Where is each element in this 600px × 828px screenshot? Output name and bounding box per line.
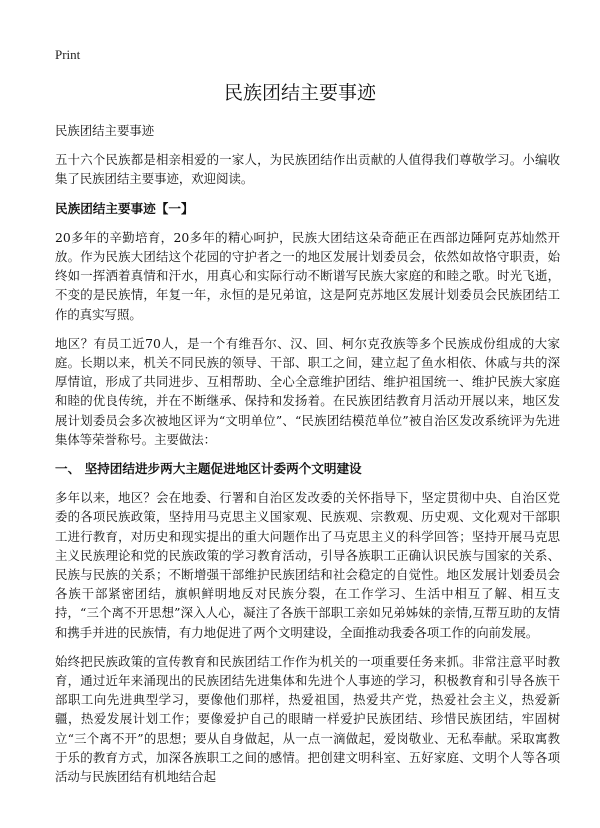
section-heading-2: 一、 坚持团结进步两大主题促进地区计委两个文明建设 <box>55 461 362 477</box>
page-title: 民族团结主要事迹 <box>223 82 376 104</box>
section-heading-1: 民族团结主要事迹【一】 <box>55 200 194 216</box>
document-body <box>55 121 560 796</box>
paragraph-4: 始终把民族政策的宣传教育和民族团结工作作为机关的一项重要任务来抓。非常注意平时教育，通过近年来涌现出的民族团结先进集体和先进个人事迹的学习，积极教育和引导各族干部职工向先进典型学习，要像他们那样，热爱祖国，热爱共产党，热爱社会主义，热爱新疆，热爱发展计划工作；要像爱护自己的眼睛一样爱护民族团结、珍惜民族团结，牢固树立“三个离不开”的思想；要从自身做起，从一点一滴做起，爱岗敬业、无私奉献。采取寓教于乐的教育方式，加深各族职工之间的感情。把创建文明科室、五好家庭、文明个人等各项活动与民族团结有机地结合起 <box>55 653 560 785</box>
paragraph-2: 地区？有员工近70人，是一个有维吾尔、汉、回、柯尔克孜族等多个民族成份组成的大家庭。长期以来，机关不同民族的领导、干部、职工之间，建立起了鱼水相依、休戚与共的深厚情谊，形成了共同进步、互相帮助、全心全意维护团结、维护祖国统一、维护民族大家庭和睦的优良传统，并在不断继承、保持和发扬着。在民族团结教育月活动开展以来，地区发展计划委员会多次被地区评为“文明单位”、“民族团结模范单位”被自治区发改系统评为先进集体等荣誉称号。主要做法： <box>55 335 560 447</box>
paragraph-3: 多年以来，地区？会在地委、行署和自治区发改委的关怀指导下，坚定贯彻中央、自治区党委的各项民族政策，坚持用马克思主义国家观、民族观、宗教观、历史观、文化观对干部职工进行教育，对历史和现实提出的重大问题作出了马克思主义的科学回答；坚持开展马克思主义民族理论和党的民族政策的学习教育活动，引导各族职工正确认识民族与国家的关系、民族与民族的关系；不断增强干部维护民族团结和社会稳定的自觉性。地区发展计划委员会各族干部紧密团结，旗帜鲜明地反对民族分裂，在工作学习、生活中相互了解、相互支持，“三个离不开思想”深入人心，凝注了各族干部职工亲如兄弟姊妹的亲情,互帮互助的友情和携手并进的民族情，有力地促进了两个文明建设，全面推动我委各项工作的向前发展。 <box>55 490 560 640</box>
intro-paragraph: 五十六个民族都是相亲相爱的一家人，为民族团结作出贡献的人值得我们尊敬学习。小编收集了民族团结主要事迹，欢迎阅读。 <box>55 152 560 187</box>
print-label[interactable]: Print <box>55 47 81 62</box>
paragraph-1: 20多年的辛勤培育，20多年的精心呵护，民族大团结这朵奇葩正在西部边陲阿克苏灿然开放。作为民族大团结这个花园的守护者之一的地区发展计划委员会，依然如故恪守职责，始终如一挥洒着真情和汗水，用真心和实际行动不断谱写民族大家庭的和睦之歌。时光飞逝，不变的是民族情，年复一年，永恒的是兄弟谊，这是阿克苏地区发展计划委员会民族团结工作的真实写照。 <box>55 229 560 322</box>
document-subtitle: 民族团结主要事迹 <box>55 123 155 138</box>
